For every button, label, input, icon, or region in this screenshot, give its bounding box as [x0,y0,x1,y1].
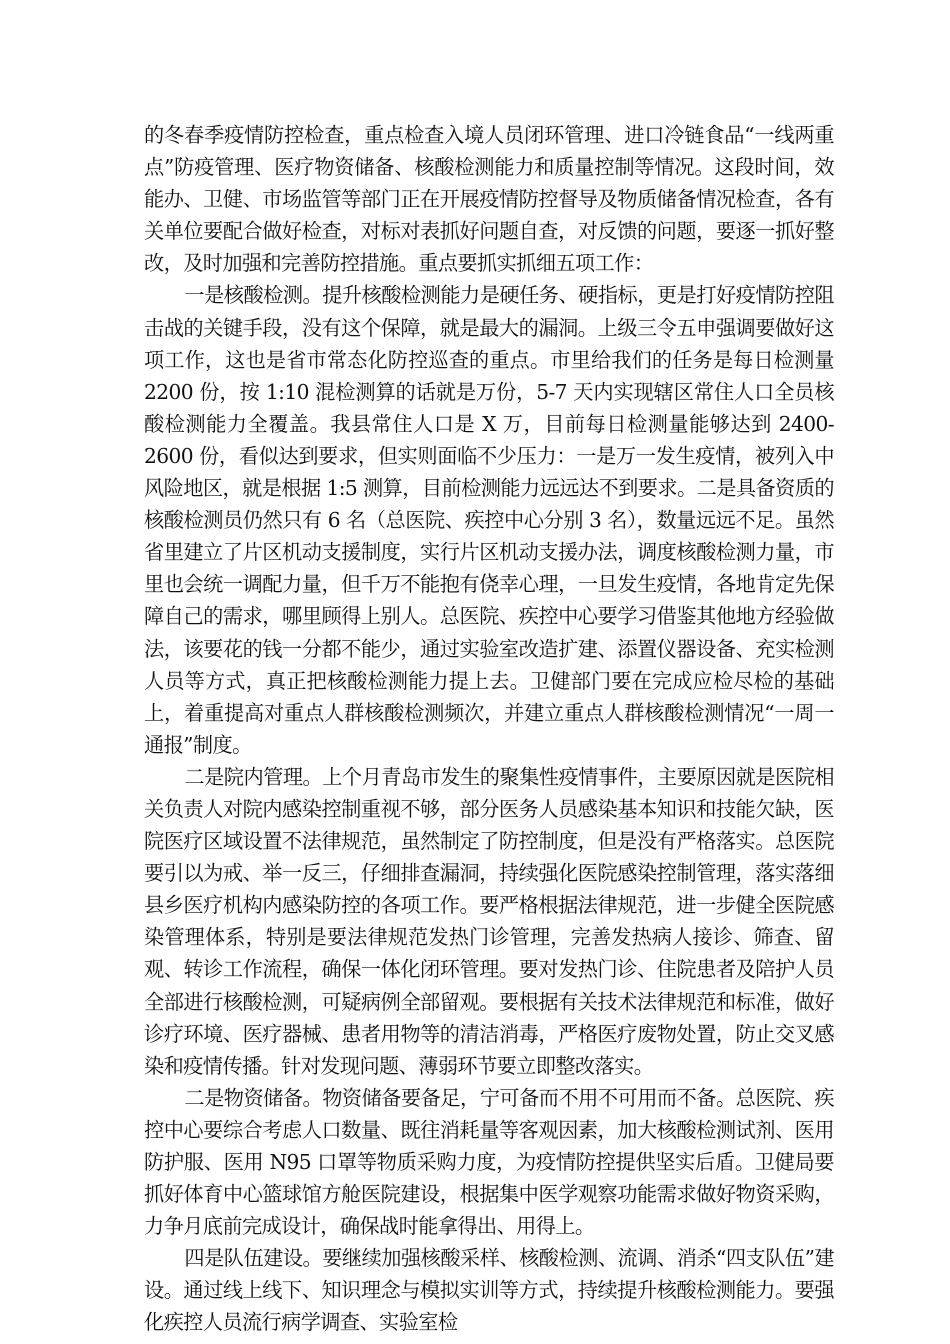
paragraph-material-reserves: 二是物资储备。物资储备要备足，宁可备而不用不可用而不备。总医院、疾控中心要综合考虑人口数量、既往消耗量等客观因素，加大核酸检测试剂、医用防护服、医用 N95 口罩等物质采购力度，为疫情防控提供坚实后盾。卫健局要抓好体育中心篮球馆方舱医院建设，根据集中医学观察功能需求做好物资采购，力争月底前完成设计，确保战时能拿得出、用得上。 [144,1085,834,1239]
paragraph-team-building: 四是队伍建设。要继续加强核酸采样、核酸检测、流调、消杀“四支队伍”建设。通过线上线下、知识理念与模拟实训等方式，持续提升核酸检测能力。要强化疾控人员流行病学调查、实验室检 [144,1246,834,1335]
paragraph-nucleic-acid-testing: 一是核酸检测。提升核酸检测能力是硬任务、硬指标，更是打好疫情防控阻击战的关键手段，没有这个保障，就是最大的漏洞。上级三令五申强调要做好这项工作，这也是省市常态化防控巡查的重点。市里给我们的任务是每日检测量 2200 份，按 1:10 混检测算的话就是万份，5-7 天内实现辖区常住人口全员核酸检测能力全覆盖。我县常住人口是 X 万，目前每日检测量能够达到 2400-2600 份，看似达到要求，但实则面临不少压力：一是万一发生疫情，被列入中风险地区，就是根据 1:5 测算，目前检测能力远远达不到要求。二是具备资质的核酸检测员仍然只有 6 名（总医院、疾控中心分别 3 名），数量远远不足。虽然省里建立了片区机动支援制度，实行片区机动支援办法，调度核酸检测力量，市里也会统一调配力量，但千万不能抱有侥幸心理，一旦发生疫情，各地肯定先保障自己的需求，哪里顾得上别人。总医院、疾控中心要学习借鉴其他地方经验做法，该要花的钱一分都不能少，通过实验室改造扩建、添置仪器设备、充实检测人员等方式，真正把核酸检测能力提上去。卫健部门要在完成应检尽检的基础上，着重提高对重点人群核酸检测频次，并建立重点人群核酸检测情况“一周一通报”制度。 [144,283,834,757]
paragraph-intro: 的冬春季疫情防控检查，重点检查入境人员闭环管理、进口冷链食品“一线两重点”防疫管理、医疗物资储备、核酸检测能力和质量控制等情况。这段时间，效能办、卫健、市场监管等部门正在开展疫情防控督导及物质储备情况检查，各有关单位要配合做好检查，对标对表抓好问题自查，对反馈的问题，要逐一抓好整改，及时加强和完善防控措施。重点要抓实抓细五项工作： [144,123,834,276]
paragraph-hospital-management: 二是院内管理。上个月青岛市发生的聚集性疫情事件，主要原因就是医院相关负责人对院内感染控制重视不够，部分医务人员感染基本知识和技能欠缺，医院医疗区域设置不法律规范，虽然制定了防控制度，但是没有严格落实。总医院要引以为戒、举一反三，仔细排查漏洞，持续强化医院感染控制管理，落实落细县乡医疗机构内感染防控的各项工作。要严格根据法律规范，进一步健全医院感染管理体系，特别是要法律规范发热门诊管理，完善发热病人接诊、筛查、留观、转诊工作流程，确保一体化闭环管理。要对发热门诊、住院患者及陪护人员全部进行核酸检测，可疑病例全部留观。要根据有关技术法律规范和标准，做好诊疗环境、医疗器械、患者用物等的清洁消毒，严格医疗废物处置，防止交叉感染和疫情传播。针对发现问题、薄弱环节要立即整改落实。 [144,764,834,1078]
document-body [144,119,834,1339]
